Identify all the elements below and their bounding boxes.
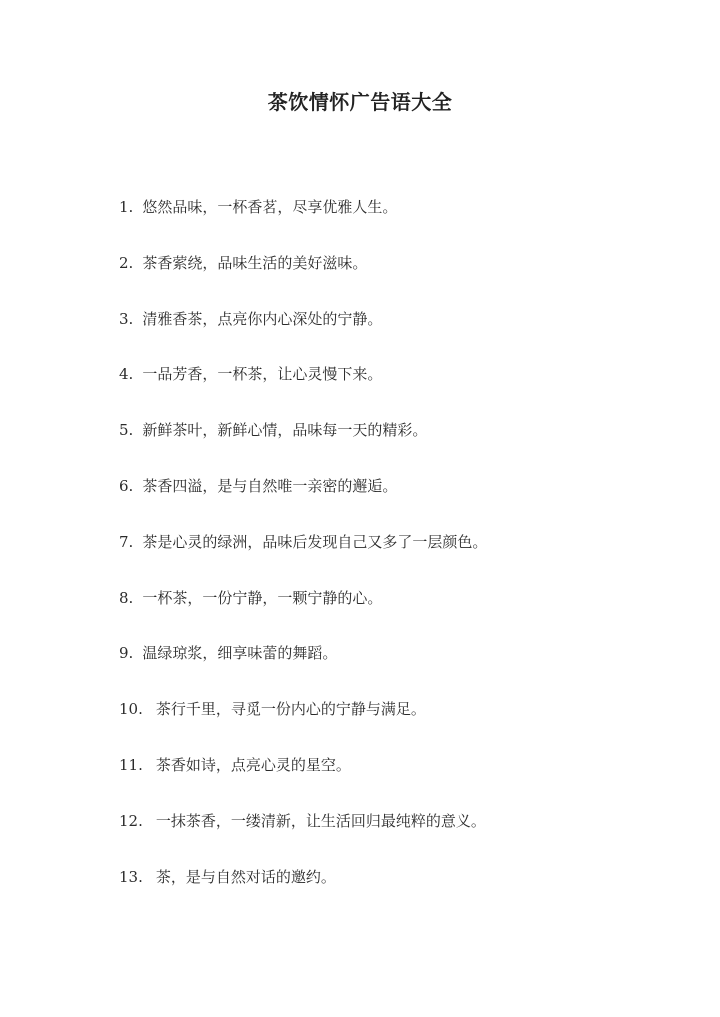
item-number: 3. bbox=[119, 309, 134, 328]
item-text: 茶香如诗，点亮心灵的星空。 bbox=[155, 755, 351, 774]
item-number: 12. bbox=[119, 811, 143, 830]
item-text: 温绿琼浆，细享味蕾的舞蹈。 bbox=[142, 644, 338, 663]
item-number: 8. bbox=[119, 588, 134, 607]
item-text: 茶是心灵的绿洲，品味后发现自己又多了一层颜色。 bbox=[142, 532, 488, 551]
list-item bbox=[119, 192, 679, 248]
item-text: 一品芳香，一杯茶，让心灵慢下来。 bbox=[142, 365, 383, 384]
list-item bbox=[119, 248, 679, 304]
item-number: 11. bbox=[119, 755, 143, 774]
item-number: 2. bbox=[119, 253, 134, 272]
list-item bbox=[119, 862, 679, 918]
item-number: 7. bbox=[119, 532, 134, 551]
item-number: 4. bbox=[119, 365, 134, 384]
list-item bbox=[119, 304, 679, 360]
list-item bbox=[119, 471, 679, 527]
list-item bbox=[119, 806, 679, 862]
list-item bbox=[119, 527, 679, 583]
list-item bbox=[119, 583, 679, 639]
item-text: 清雅香茶，点亮你内心深处的宁静。 bbox=[142, 309, 383, 328]
item-text: 一杯茶，一份宁静，一颗宁静的心。 bbox=[142, 588, 383, 607]
list-item bbox=[119, 415, 679, 471]
document-title: 茶饮情怀广告语大全 bbox=[267, 90, 453, 114]
slogan-list bbox=[119, 192, 679, 917]
item-number: 10. bbox=[119, 700, 143, 719]
item-text: 茶，是与自然对话的邀约。 bbox=[155, 867, 336, 886]
list-item bbox=[119, 638, 679, 694]
item-text: 一抹茶香，一缕清新，让生活回归最纯粹的意义。 bbox=[155, 811, 486, 830]
item-text: 新鲜茶叶，新鲜心情，品味每一天的精彩。 bbox=[142, 421, 428, 440]
item-text: 茶香四溢，是与自然唯一亲密的邂逅。 bbox=[142, 476, 398, 495]
item-number: 1. bbox=[119, 198, 134, 216]
item-number: 6. bbox=[119, 476, 134, 495]
item-number: 9. bbox=[119, 644, 134, 663]
list-item bbox=[119, 750, 679, 806]
item-text: 茶香萦绕，品味生活的美好滋味。 bbox=[142, 253, 368, 272]
item-number: 13. bbox=[119, 867, 143, 886]
item-text: 茶行千里，寻觅一份内心的宁静与满足。 bbox=[155, 700, 426, 719]
list-item bbox=[119, 694, 679, 750]
list-item bbox=[119, 359, 679, 415]
item-text: 悠然品味，一杯香茗，尽享优雅人生。 bbox=[142, 198, 398, 216]
item-number: 5. bbox=[119, 421, 134, 440]
